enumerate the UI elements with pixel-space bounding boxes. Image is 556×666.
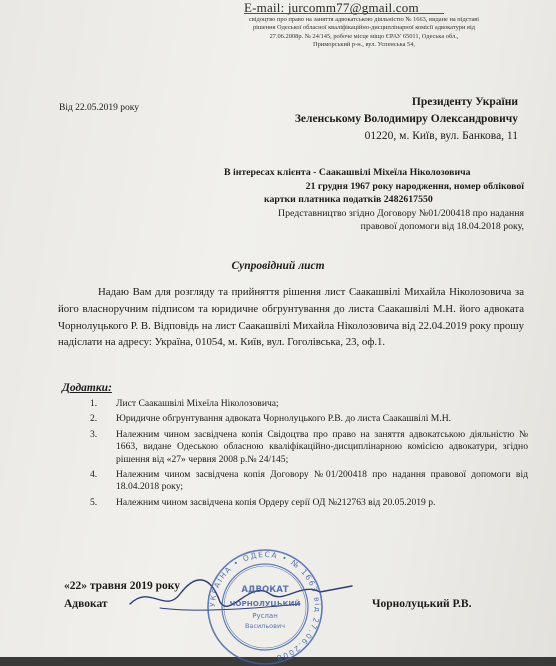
list-item — [90, 429, 528, 466]
signature-role: Адвокат — [64, 598, 108, 610]
client-line: правової допомоги від 18.04.2018 року, — [360, 221, 524, 233]
client-line: 21 грудня 1967 року народження, номер облікової — [305, 180, 524, 192]
certificate-info — [198, 16, 530, 49]
list-item — [90, 497, 528, 509]
attachments-list — [90, 398, 528, 512]
cert-line: рішення Одеської обласної кваліфікаційно-дисциплінарної комісії адвокатури від — [252, 24, 476, 32]
seal-ring-text: УКРАЇНА • ОДЕСА • № 1663 від 27.06.2008 — [207, 549, 323, 663]
cert-line: 27.06.2008р. № 24/145, робоче місце міщо ЄРАУ 65011, Одеська обл., — [269, 32, 459, 40]
email-header: E-mail: jurcomm77@gmail.com — [244, 0, 419, 15]
addressee-block — [295, 94, 518, 145]
client-line: Представництво згідно Договору №01/200418 про надання — [278, 207, 524, 219]
client-block — [224, 166, 524, 234]
addressee-address: 01220, м. Київ, вул. Банкова, 11 — [364, 130, 518, 142]
list-item-number: 4. — [90, 469, 98, 481]
cert-line: свідоцтво про право на заняття адвокатською діяльністю № 1663, видане на підставі — [248, 16, 480, 23]
seal-line: Васильович — [244, 622, 286, 630]
list-item — [90, 469, 528, 494]
list-item-text: Належним чином засвідчена копія Ордеру серії ОД №212763 від 20.05.2019 р. — [116, 496, 436, 508]
list-item-text: Належним чином засвідчена копія Свідоцтва про право на заняття адвокатською діяльністю № 1663, видане Одеською обласною кваліфікаційно-дисциплінарною комісією адвокатури, згідно рішення від «27» червня 2008 р.№ 24/145; — [116, 428, 528, 465]
seal-line: АДВОКАТ — [241, 585, 289, 595]
list-item-number: 2. — [90, 413, 98, 425]
letter-title: Супровідний лист — [231, 260, 325, 272]
official-seal — [200, 548, 330, 666]
list-item — [90, 413, 528, 425]
list-item-text: Належним чином засвідчена копія Договору №01/200418 про надання правової допомоги від 18.04.2018 року; — [116, 469, 528, 493]
list-item-text: Лист Саакашвілі Міхеїла Ніколозовича; — [116, 398, 279, 409]
email-underline — [244, 13, 444, 14]
addressee-title: Президенту України — [411, 96, 518, 108]
list-item-number: 1. — [90, 398, 98, 409]
addressee-name: Зеленському Володимиру Олександровичу — [294, 113, 518, 125]
list-item-number: 3. — [90, 428, 98, 440]
cert-line: Приморський р-н., вул. Успенська 54, — [312, 40, 416, 48]
letter-body — [58, 284, 524, 351]
document-date: Від 22.05.2019 року — [59, 103, 140, 113]
client-line: картки платника податків 2482617550 — [264, 194, 433, 206]
body-paragraph: Надаю Вам для розгляду та прийняття рішення лист Саакашвілі Михайла Ніколозовича за його власноручним підписом та юридичне обгрунтування до листа Саакашвілі М.Н. його адвоката Чорнолуцького Р. В. Відповідь на лист Саакашвілі Михайла Ніколозовича від 22.04.2019 року прошу надіслати на адресу: Україна, 01054, м. Київ, вул. Гоголівська, 23, оф.1. — [58, 286, 524, 349]
client-line: В інтересах клієнта - Саакашвілі Міхеїла Ніколозовича — [224, 167, 471, 178]
list-item-text: Юридичне обгрунтування адвоката Чорнолуцького Р.В. до листа Саакашвілі М.Н. — [116, 413, 452, 425]
list-item-number: 5. — [90, 496, 98, 508]
seal-line: Руслан — [252, 612, 278, 620]
seal-line: ЧОРНОЛУЦЬКИЙ — [229, 599, 301, 608]
attachments-heading: Додатки: — [62, 382, 112, 394]
signature-date: «22» травня 2019 року — [64, 580, 180, 592]
list-item — [90, 398, 528, 410]
signature-name: Чорнолуцький Р.В. — [372, 598, 472, 610]
